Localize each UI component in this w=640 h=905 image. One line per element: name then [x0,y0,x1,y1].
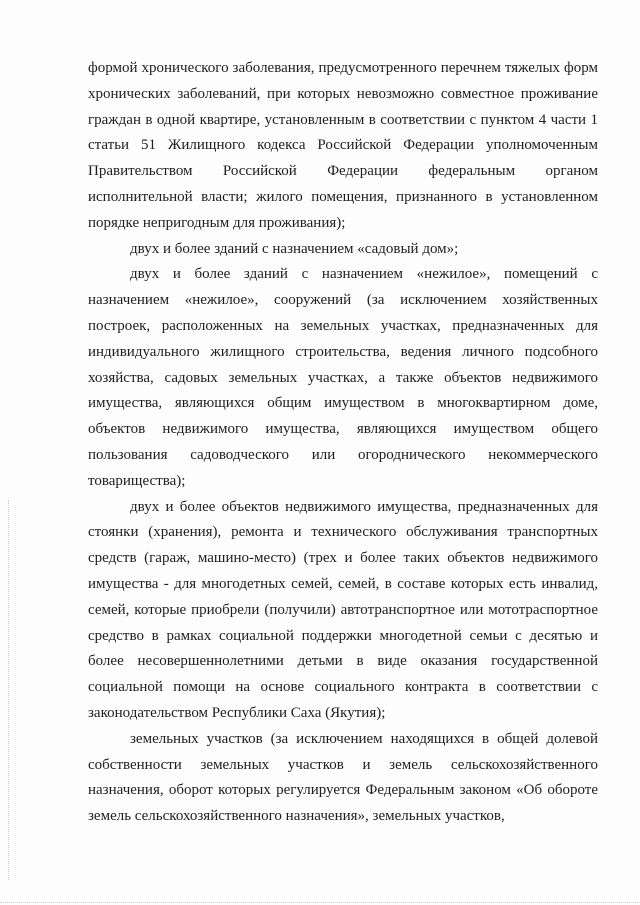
document-body [88,56,598,830]
paragraph-chronic-illness: формой хронического заболевания, предусмотренного перечнем тяжелых форм хронических заболеваний, при которых невозможно совместное проживание граждан в одной квартире, установленным в соответствии с пунктом 4 части 1 статьи 51 Жилищного кодекса Российской Федерации уполномоченным Правительством Российской Федерации федеральным органом исполнительной власти; жилого помещения, признанного в установленном порядке непригодным для проживания); [88,60,598,231]
paragraph-nonresidential: двух и более зданий с назначением «нежилое», помещений с назначением «нежилое», сооружений (за исключением хозяйственных построек, расположенных на земельных участках, предназначенных для индивидуального жилищного строительства, ведения личного подсобного хозяйства, садовых земельных участках, а также объектов недвижимого имущества, являющихся общим имуществом в многоквартирном доме, объектов недвижимого имущества, являющихся имуществом общего пользования садоводческого или огороднического некоммерческого товарищества); [88,266,598,489]
paragraph-garden-house: двух и более зданий с назначением «садовый дом»; [130,240,459,257]
scan-edge-marks [8,500,11,880]
paragraph-garage: двух и более объектов недвижимого имущества, предназначенных для стоянки (хранения), ремонта и технического обслуживания транспортных средств (гараж, машино-место) (трех и более таких объектов недвижимого имущества - для многодетных семей, семей, в составе которых есть инвалид, семей, которые приобрели (получили) автотранспортное или мототраспортное средство в рамках социальной поддержки многодетной семьи с десятью и более несовершеннолетними детьми в виде оказания государственной социальной помощи на основе социального контракта в соответствии с законодательством Республики Саха (Якутия); [88,498,598,721]
paragraph-land-plots: земельных участков (за исключением находящихся в общей долевой собственности земельных участков и земель сельскохозяйственного назначения, оборот которых регулируется Федеральным законом «Об обороте земель сельскохозяйственного назначения», земельных участков, [88,730,598,825]
scan-bottom-edge [0,902,640,903]
